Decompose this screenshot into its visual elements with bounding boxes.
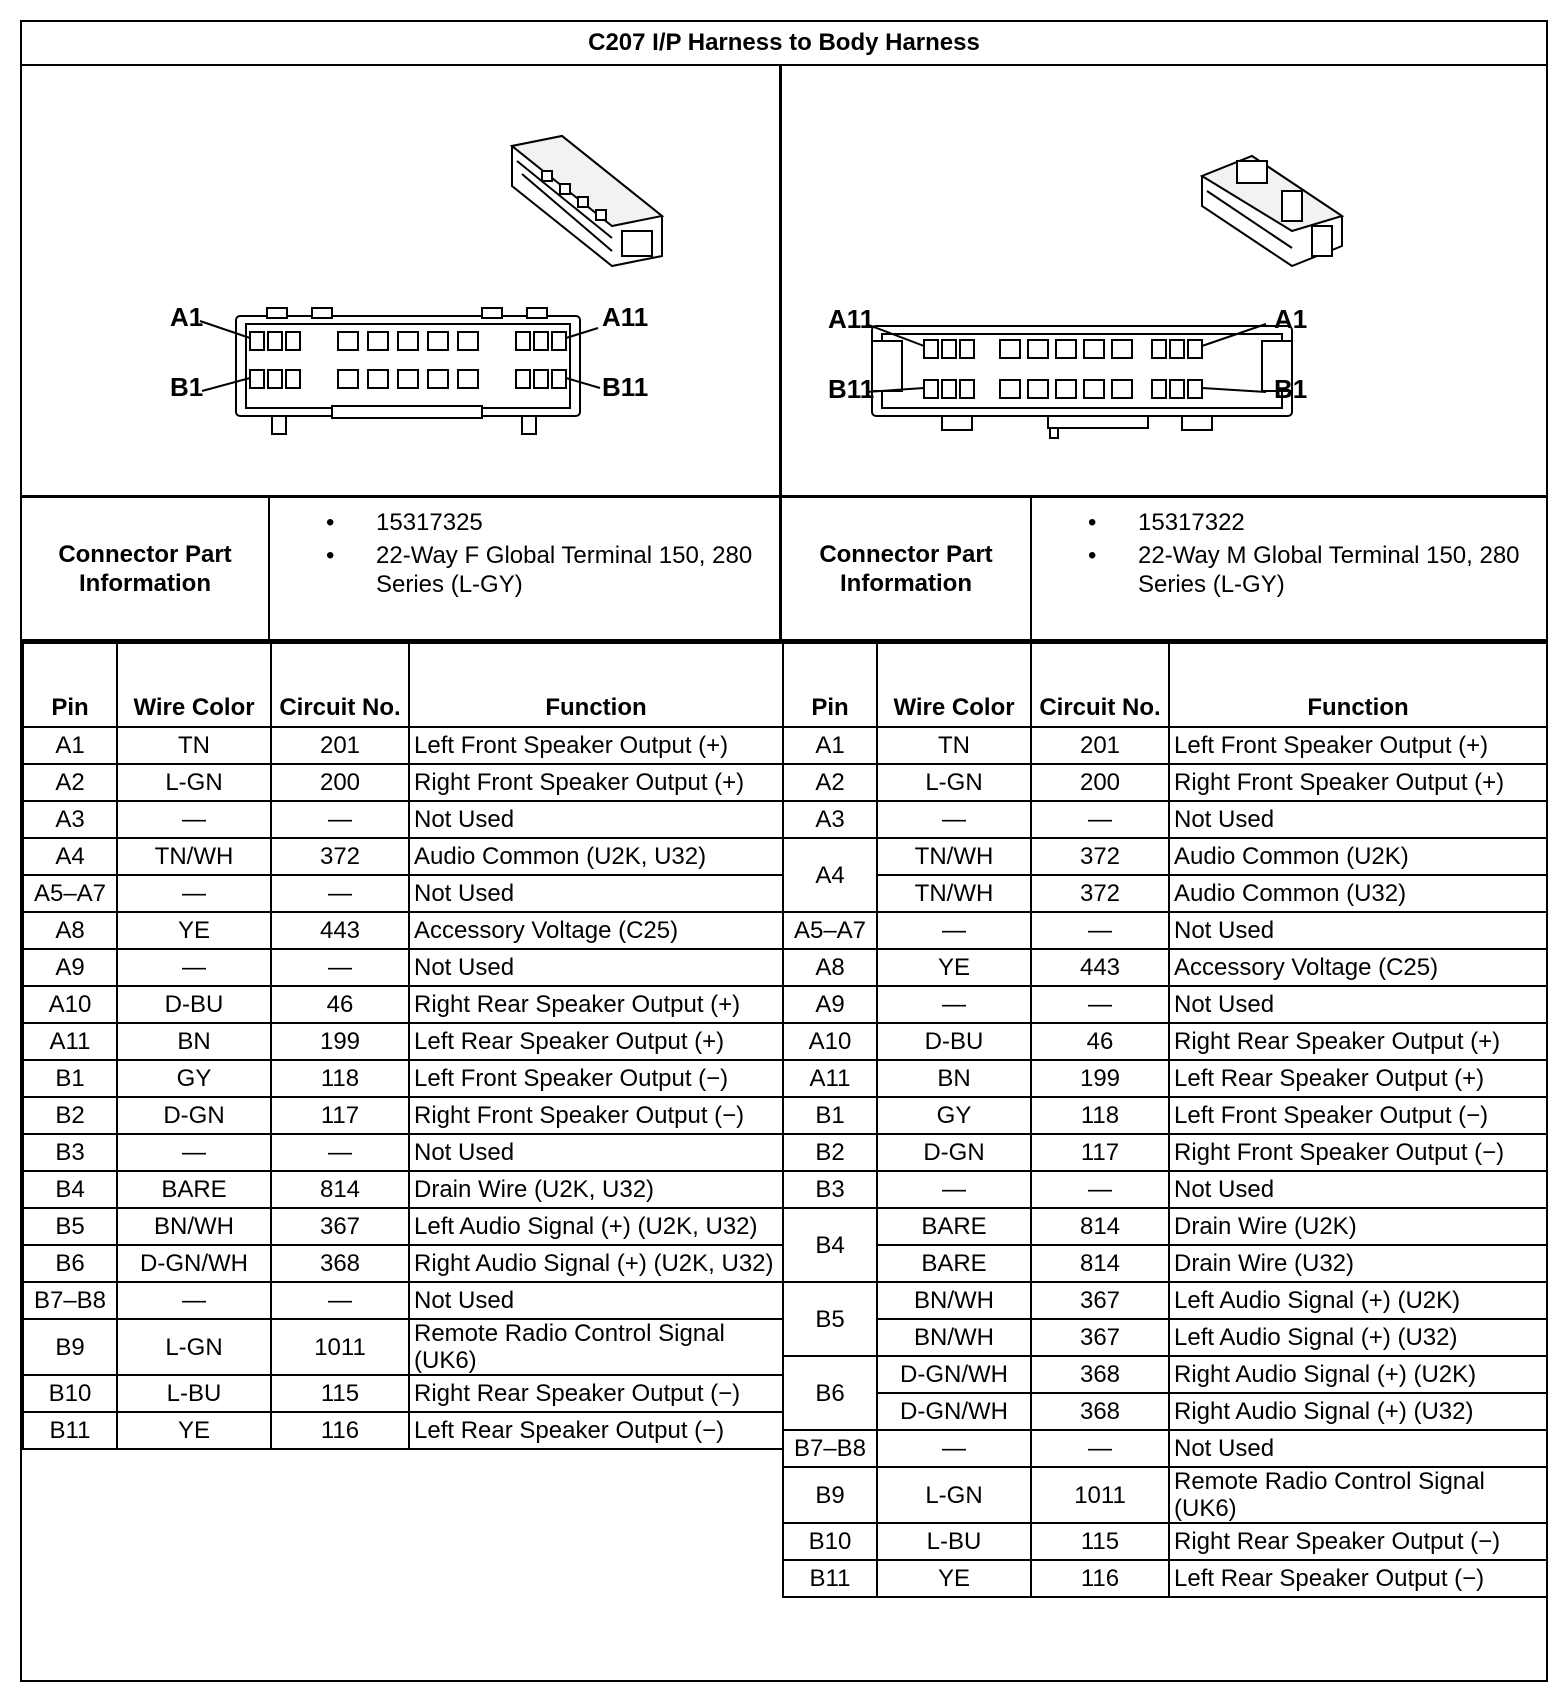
cell-pin: A10 — [23, 986, 117, 1023]
col-circuit: Circuit No. — [271, 643, 409, 727]
cell-wire: D-BU — [877, 1023, 1031, 1060]
table-row — [23, 1171, 783, 1208]
col-pin: Pin — [23, 643, 117, 727]
cell-pin: A4 — [783, 838, 877, 912]
cell-function: Not Used — [1169, 1171, 1547, 1208]
cell-pin: B7–B8 — [23, 1282, 117, 1319]
cell-function: Right Front Speaker Output (−) — [1169, 1134, 1547, 1171]
cell-function: Accessory Voltage (C25) — [1169, 949, 1547, 986]
cell-function: Left Rear Speaker Output (+) — [1169, 1060, 1547, 1097]
cell-pin: B3 — [783, 1171, 877, 1208]
table-row — [23, 1319, 783, 1375]
cell-circuit: — — [1031, 1430, 1169, 1467]
table-row — [23, 986, 783, 1023]
cell-circuit: 115 — [271, 1375, 409, 1412]
col-wire-color: Wire Color — [117, 643, 271, 727]
cell-circuit: 116 — [1031, 1560, 1169, 1597]
cell-circuit: 372 — [1031, 838, 1169, 875]
table-row — [23, 1208, 783, 1245]
male-connector-iso-icon — [1202, 156, 1342, 266]
cell-pin: A10 — [783, 1023, 877, 1060]
cell-circuit: — — [1031, 1171, 1169, 1208]
cell-wire: GY — [877, 1097, 1031, 1134]
cell-wire: TN/WH — [877, 875, 1031, 912]
cell-pin: B4 — [783, 1208, 877, 1282]
cell-wire: — — [877, 1430, 1031, 1467]
cell-pin: B2 — [783, 1134, 877, 1171]
female-connector-face-icon — [236, 308, 580, 434]
cell-wire: BN — [117, 1023, 271, 1060]
cell-function: Remote Radio Control Signal (UK6) — [409, 1319, 783, 1375]
cell-circuit: — — [271, 801, 409, 838]
cell-circuit: — — [1031, 986, 1169, 1023]
cell-function: Left Front Speaker Output (−) — [409, 1060, 783, 1097]
cell-wire: TN/WH — [877, 838, 1031, 875]
cell-circuit: 200 — [271, 764, 409, 801]
table-row — [23, 912, 783, 949]
cell-function: Drain Wire (U32) — [1169, 1245, 1547, 1282]
cell-circuit: 46 — [271, 986, 409, 1023]
pin-label-a1: A1 — [170, 302, 204, 332]
right-info-list — [1032, 498, 1546, 639]
cell-circuit: 116 — [271, 1412, 409, 1449]
male-connector-drawing — [782, 66, 1546, 495]
cell-wire: YE — [877, 949, 1031, 986]
cell-pin: B10 — [23, 1375, 117, 1412]
cell-function: Right Audio Signal (+) (U32) — [1169, 1393, 1547, 1430]
left-info-header: Connector Part Information — [22, 498, 270, 639]
cell-function: Audio Common (U2K, U32) — [409, 838, 783, 875]
cell-wire: BN/WH — [877, 1282, 1031, 1319]
cell-circuit: 372 — [271, 838, 409, 875]
table-row — [23, 1134, 783, 1171]
cell-function: Left Rear Speaker Output (−) — [1169, 1560, 1547, 1597]
cell-circuit: 199 — [1031, 1060, 1169, 1097]
cell-function: Right Rear Speaker Output (−) — [1169, 1523, 1547, 1560]
cell-circuit: 117 — [271, 1097, 409, 1134]
cell-circuit: 1011 — [1031, 1467, 1169, 1523]
cell-pin: B10 — [783, 1523, 877, 1560]
cell-wire: BARE — [877, 1208, 1031, 1245]
cell-circuit: 201 — [1031, 727, 1169, 764]
pin-label-b11: B11 — [828, 374, 875, 404]
cell-pin: B6 — [23, 1245, 117, 1282]
cell-pin: B11 — [23, 1412, 117, 1449]
cell-function: Left Audio Signal (+) (U2K, U32) — [409, 1208, 783, 1245]
cell-function: Not Used — [1169, 986, 1547, 1023]
cell-pin: A5–A7 — [783, 912, 877, 949]
cell-wire: BN/WH — [117, 1208, 271, 1245]
cell-circuit: 443 — [271, 912, 409, 949]
cell-circuit: 46 — [1031, 1023, 1169, 1060]
cell-pin: A4 — [23, 838, 117, 875]
cell-function: Right Front Speaker Output (−) — [409, 1097, 783, 1134]
list-item: • 22-Way F Global Terminal 150, 280 Series (L-GY) — [326, 542, 753, 598]
connector-sheet — [20, 20, 1548, 1682]
cell-pin: B7–B8 — [783, 1430, 877, 1467]
cell-wire: — — [877, 912, 1031, 949]
cell-wire: — — [117, 801, 271, 838]
cell-wire: — — [117, 875, 271, 912]
cell-wire: D-BU — [117, 986, 271, 1023]
cell-function: Accessory Voltage (C25) — [409, 912, 783, 949]
cell-wire: BN/WH — [877, 1319, 1031, 1356]
table-row — [23, 1060, 783, 1097]
cell-wire: L-BU — [117, 1375, 271, 1412]
cell-circuit: 367 — [1031, 1319, 1169, 1356]
cell-wire: D-GN — [877, 1134, 1031, 1171]
cell-circuit: 200 — [1031, 764, 1169, 801]
cell-wire: — — [877, 986, 1031, 1023]
table-row — [23, 727, 783, 764]
cell-wire: D-GN/WH — [117, 1245, 271, 1282]
cell-pin: A1 — [23, 727, 117, 764]
cell-circuit: 814 — [1031, 1208, 1169, 1245]
cell-wire: — — [877, 801, 1031, 838]
cell-pin: B9 — [23, 1319, 117, 1375]
cell-wire: TN/WH — [117, 838, 271, 875]
cell-function: Not Used — [1169, 1430, 1547, 1467]
cell-function: Right Rear Speaker Output (−) — [409, 1375, 783, 1412]
female-pinout-table — [22, 642, 784, 1450]
cell-pin: B3 — [23, 1134, 117, 1171]
cell-pin: B6 — [783, 1356, 877, 1430]
col-function: Function — [409, 643, 783, 727]
list-item: • 15317322 — [1088, 509, 1245, 536]
cell-wire: D-GN/WH — [877, 1356, 1031, 1393]
cell-wire: — — [117, 1134, 271, 1171]
cell-function: Right Front Speaker Output (+) — [409, 764, 783, 801]
cell-pin: B11 — [783, 1560, 877, 1597]
cell-pin: B1 — [783, 1097, 877, 1134]
table-row — [23, 1245, 783, 1282]
cell-function: Right Rear Speaker Output (+) — [1169, 1023, 1547, 1060]
female-pinout-rows — [23, 727, 783, 1449]
cell-wire: YE — [117, 1412, 271, 1449]
cell-wire: L-BU — [877, 1523, 1031, 1560]
cell-pin: B1 — [23, 1060, 117, 1097]
cell-function: Remote Radio Control Signal (UK6) — [1169, 1467, 1547, 1523]
cell-wire: YE — [877, 1560, 1031, 1597]
cell-function: Right Front Speaker Output (+) — [1169, 764, 1547, 801]
cell-pin: A2 — [23, 764, 117, 801]
cell-wire: L-GN — [117, 764, 271, 801]
male-connector-figure — [782, 66, 1546, 495]
male-pinout-table — [782, 642, 1548, 1598]
cell-circuit: — — [271, 875, 409, 912]
cell-wire: D-GN — [117, 1097, 271, 1134]
cell-pin: A2 — [783, 764, 877, 801]
cell-function: Left Audio Signal (+) (U2K) — [1169, 1282, 1547, 1319]
female-connector-iso-icon — [512, 136, 662, 266]
table-row — [23, 1282, 783, 1319]
col-function: Function — [1169, 643, 1547, 727]
connector-figure-row — [22, 66, 1546, 498]
cell-wire: D-GN/WH — [877, 1393, 1031, 1430]
cell-function: Drain Wire (U2K, U32) — [409, 1171, 783, 1208]
cell-wire: L-GN — [877, 1467, 1031, 1523]
cell-circuit: — — [271, 949, 409, 986]
cell-function: Left Front Speaker Output (+) — [409, 727, 783, 764]
cell-circuit: 367 — [271, 1208, 409, 1245]
cell-circuit: 117 — [1031, 1134, 1169, 1171]
cell-circuit: — — [271, 1282, 409, 1319]
cell-pin: A8 — [23, 912, 117, 949]
col-circuit: Circuit No. — [1031, 643, 1169, 727]
page-title: C207 I/P Harness to Body Harness — [22, 22, 1546, 66]
cell-pin: A1 — [783, 727, 877, 764]
cell-function: Not Used — [409, 949, 783, 986]
cell-circuit: 443 — [1031, 949, 1169, 986]
cell-function: Right Rear Speaker Output (+) — [409, 986, 783, 1023]
cell-circuit: 1011 — [271, 1319, 409, 1375]
female-connector-figure — [22, 66, 782, 495]
cell-function: Left Front Speaker Output (+) — [1169, 727, 1547, 764]
cell-pin: A11 — [783, 1060, 877, 1097]
pin-label-b1: B1 — [1274, 374, 1308, 404]
cell-function: Left Front Speaker Output (−) — [1169, 1097, 1547, 1134]
cell-wire: — — [117, 1282, 271, 1319]
cell-function: Left Rear Speaker Output (−) — [409, 1412, 783, 1449]
cell-pin: A3 — [783, 801, 877, 838]
cell-function: Right Audio Signal (+) (U2K) — [1169, 1356, 1547, 1393]
cell-pin: A11 — [23, 1023, 117, 1060]
cell-wire: BARE — [117, 1171, 271, 1208]
cell-pin: B9 — [783, 1467, 877, 1523]
cell-pin: B4 — [23, 1171, 117, 1208]
cell-function: Audio Common (U32) — [1169, 875, 1547, 912]
cell-pin: A9 — [783, 986, 877, 1023]
left-info-list — [270, 498, 782, 639]
pin-label-a11: A11 — [828, 304, 875, 334]
cell-circuit: — — [1031, 801, 1169, 838]
cell-circuit: — — [271, 1134, 409, 1171]
cell-circuit: 201 — [271, 727, 409, 764]
cell-circuit: 814 — [271, 1171, 409, 1208]
cell-pin: A9 — [23, 949, 117, 986]
cell-function: Left Rear Speaker Output (+) — [409, 1023, 783, 1060]
cell-circuit: 118 — [1031, 1097, 1169, 1134]
male-connector-face-icon — [872, 326, 1292, 438]
col-pin: Pin — [783, 643, 877, 727]
cell-circuit: — — [1031, 912, 1169, 949]
cell-wire: TN — [117, 727, 271, 764]
cell-function: Not Used — [409, 875, 783, 912]
table-row — [23, 1412, 783, 1449]
table-row — [23, 1023, 783, 1060]
cell-wire: L-GN — [117, 1319, 271, 1375]
cell-function: Audio Common (U2K) — [1169, 838, 1547, 875]
pin-label-a1: A1 — [1274, 304, 1308, 334]
cell-circuit: 367 — [1031, 1282, 1169, 1319]
cell-wire: — — [877, 1171, 1031, 1208]
right-info-header: Connector Part Information — [782, 498, 1032, 639]
table-row — [23, 875, 783, 912]
cell-pin: A8 — [783, 949, 877, 986]
table-row — [23, 1097, 783, 1134]
pin-label-a11: A11 — [602, 302, 649, 332]
table-row — [23, 1375, 783, 1412]
cell-pin: B2 — [23, 1097, 117, 1134]
cell-wire: TN — [877, 727, 1031, 764]
female-connector-drawing — [22, 66, 778, 495]
list-item: • 15317325 — [326, 509, 483, 536]
cell-pin: B5 — [783, 1282, 877, 1356]
cell-circuit: 199 — [271, 1023, 409, 1060]
pin-label-b11: B11 — [602, 372, 649, 402]
cell-function: Right Audio Signal (+) (U2K, U32) — [409, 1245, 783, 1282]
table-row — [23, 949, 783, 986]
cell-function: Left Audio Signal (+) (U32) — [1169, 1319, 1547, 1356]
cell-wire: GY — [117, 1060, 271, 1097]
cell-function: Not Used — [409, 1282, 783, 1319]
cell-wire: L-GN — [877, 764, 1031, 801]
cell-function: Not Used — [409, 801, 783, 838]
cell-circuit: 115 — [1031, 1523, 1169, 1560]
cell-circuit: 118 — [271, 1060, 409, 1097]
cell-function: Not Used — [1169, 912, 1547, 949]
cell-wire: BARE — [877, 1245, 1031, 1282]
cell-wire: BN — [877, 1060, 1031, 1097]
cell-pin: A5–A7 — [23, 875, 117, 912]
table-row — [23, 838, 783, 875]
cell-circuit: 368 — [1031, 1393, 1169, 1430]
cell-circuit: 814 — [1031, 1245, 1169, 1282]
table-row — [23, 764, 783, 801]
cell-circuit: 368 — [271, 1245, 409, 1282]
table-row — [23, 801, 783, 838]
cell-function: Not Used — [1169, 801, 1547, 838]
cell-circuit: 368 — [1031, 1356, 1169, 1393]
cell-wire: — — [117, 949, 271, 986]
cell-wire: YE — [117, 912, 271, 949]
pin-label-b1: B1 — [170, 372, 204, 402]
cell-pin: A3 — [23, 801, 117, 838]
cell-function: Drain Wire (U2K) — [1169, 1208, 1547, 1245]
list-item: • 22-Way M Global Terminal 150, 280 Series (L-GY) — [1088, 542, 1520, 598]
cell-function: Not Used — [409, 1134, 783, 1171]
cell-pin: B5 — [23, 1208, 117, 1245]
col-wire-color: Wire Color — [877, 643, 1031, 727]
connector-info-row — [22, 498, 1546, 642]
cell-circuit: 372 — [1031, 875, 1169, 912]
